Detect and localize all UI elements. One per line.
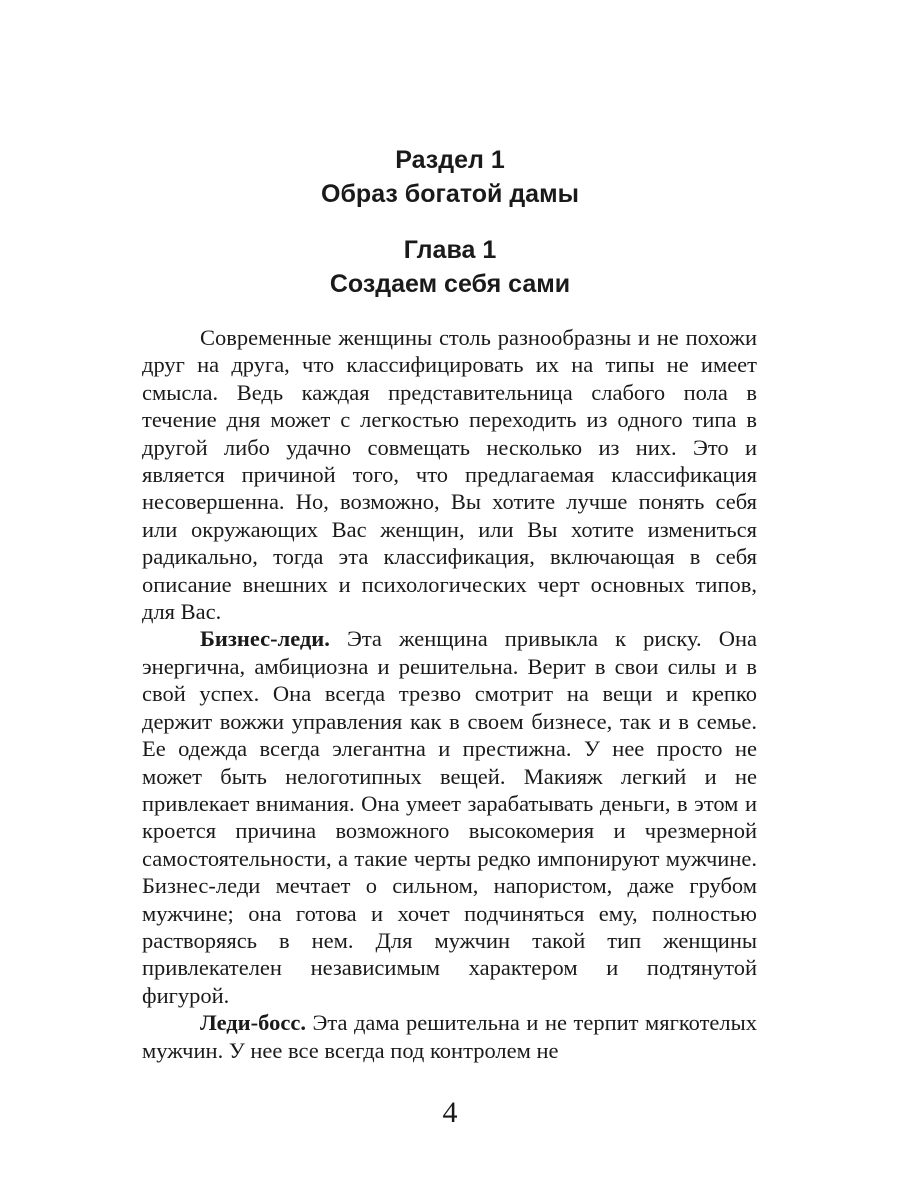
paragraph-intro: [142, 324, 757, 625]
paragraph-term: Бизнес-леди.: [200, 626, 330, 652]
body-text: [142, 324, 757, 1064]
paragraph-text: Эта женщина привыкла к риску. Она энергична, амбициозна и решительна. Верит в свои силы и в свой успех. Она всегда трезво смотрит на вещи и крепко держит вожжи управления как в своем бизнесе, так и в семье. Ее одежда всегда элегантна и престижна. У нее просто не может быть нелоготипных вещей. Макияж легкий и не привлекает внимания. Она умеет зарабатывать деньги, в этом и кроется причина возможного высокомерия и чрезмерной самостоятельности, а такие черты редко импонируют мужчине. Бизнес-леди мечтает о сильном, напористом, даже грубом мужчине; она готова и хочет подчиняться ему, полностью растворяясь в нем. Для мужчин такой тип женщины привлекателен независимым характером и подтянутой фигурой.: [142, 626, 757, 1008]
paragraph-term: Леди-босс.: [200, 1010, 306, 1036]
paragraph-lady-boss: [142, 1009, 757, 1064]
paragraph-text: Эта дама решительна и не терпит мягкотелых мужчин. У нее все всегда под контролем не: [142, 1010, 758, 1063]
section-heading: [0, 143, 900, 211]
chapter-title: Создаем себя сами: [329, 270, 571, 298]
chapter-label: Глава 1: [403, 236, 497, 264]
section-label: Раздел 1: [395, 146, 505, 174]
paragraph-text: Современные женщины столь разнообразны и не похожи друг на друга, что классифицировать их на типы не имеет смысла. Ведь каждая представительница слабого пола в течение дня может с легкостью переходить из одного типа в другой либо удачно совмещать несколько из них. Это и является причиной того, что предлагаемая классификация несовершенна. Но, возможно, Вы хотите лучше понять себя или окружающих Вас женщин, или Вы хотите измениться радикально, тогда эта классификация, включающая в себя описание внешних и психологических черт основных типов, для Вас.: [142, 325, 757, 625]
page-number: 4: [442, 1096, 458, 1129]
section-title: Образ богатой дамы: [321, 180, 579, 208]
chapter-heading: [0, 233, 900, 301]
paragraph-business-lady: [142, 625, 757, 1009]
